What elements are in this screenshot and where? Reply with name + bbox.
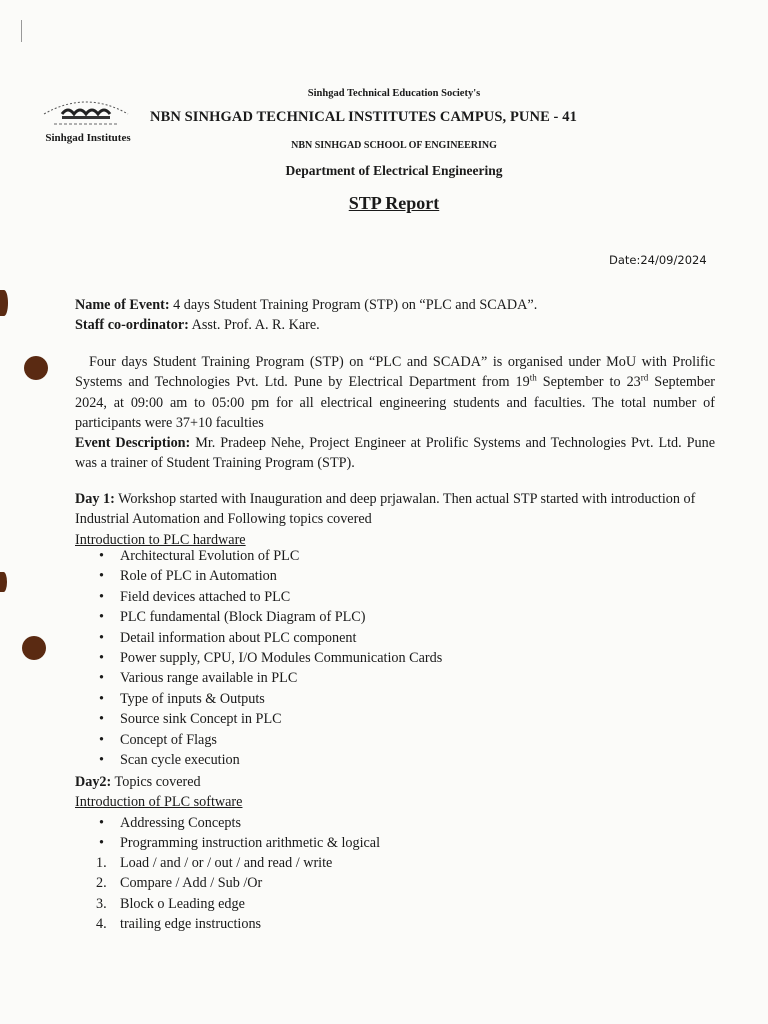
day1-text: Workshop started with Inauguration and deep prjawalan. Then actual STP started with introduction of Industrial Automation and Following topics covered — [75, 491, 696, 528]
logo-caption: Sinhgad Institutes — [45, 132, 131, 144]
item-text: Load / and / or / out / and read / write — [120, 855, 333, 871]
paragraph-text: September to 23 — [536, 374, 641, 391]
list-item: • Concept of Flags — [120, 730, 442, 750]
item-text: trailing edge instructions — [120, 916, 262, 933]
event-description-value: Mr. Pradeep Nehe, Project Engineer at Prolific Systems and Technologies Pvt. Ltd. Pune was a trainer of Student Training Program (STP). — [75, 435, 715, 472]
report-title: STP Report — [348, 193, 440, 213]
punch-hole-mark — [24, 356, 48, 380]
item-text: Block o Leading edge — [120, 895, 245, 912]
society-name: Sinhgad Technical Education Society's — [307, 88, 481, 99]
paragraph-text: Four days Student Training Program (STP) on “PLC and SCADA” is organised under MoU with Prolific Systems and Technologies Pvt. Ltd. Pune by Electrical Department from 19 — [75, 354, 715, 391]
list-item: • Scan cycle execution — [120, 750, 442, 770]
item-text: Compare / Add / Sub /Or — [120, 875, 263, 892]
day1-heading: Introduction to PLC hardware — [75, 531, 246, 548]
event-name-label: Name of Event: — [75, 297, 170, 313]
event-name-value: 4 days Student Training Program (STP) on “PLC and SCADA”. — [173, 297, 538, 313]
day2-heading: Introduction of PLC software — [75, 794, 243, 811]
list-item: • Role of PLC in Automation — [120, 566, 442, 586]
list-item: • PLC fundamental (Block Diagram of PLC) — [120, 607, 442, 627]
item-number: 1. — [96, 855, 107, 871]
school-name: NBN SINHGAD SCHOOL OF ENGINEERING — [291, 140, 497, 151]
list-item: • Architectural Evolution of PLC — [120, 546, 442, 566]
punch-hole-mark — [0, 572, 7, 592]
list-item: • Power supply, CPU, I/O Modules Communication Cards — [120, 648, 442, 668]
list-item: • Programming instruction arithmetic & logical — [120, 833, 380, 853]
event-description-label: Event Description: — [75, 435, 191, 452]
report-date: Date:24/09/2024 — [609, 253, 707, 267]
department-name: Department of Electrical Engineering — [285, 163, 503, 178]
scan-edge-line — [21, 20, 22, 42]
day2-label: Day2: — [75, 774, 112, 790]
campus-name: NBN SINHGAD TECHNICAL INSTITUTES CAMPUS, PUNE - 41 — [150, 109, 577, 125]
day2-bullet-list — [120, 813, 380, 854]
day1-topic-list — [120, 546, 442, 770]
day1-label: Day 1: — [75, 491, 115, 507]
list-item: • Source sink Concept in PLC — [120, 709, 442, 729]
item-number: 3. — [96, 895, 107, 912]
numbered-item — [96, 894, 332, 914]
list-item: • Addressing Concepts — [120, 813, 380, 833]
numbered-item — [96, 853, 333, 873]
list-item: • Field devices attached to PLC — [120, 587, 442, 607]
superscript: rd — [640, 372, 649, 383]
punch-hole-mark — [0, 290, 8, 316]
paragraph-text: September 2024, at 09:00 am to 05:00 pm for all electrical engineering students and faculties. The total number of participants were 37+10 faculties — [75, 374, 715, 431]
day2-numbered-list — [96, 853, 333, 935]
staff-value: Asst. Prof. A. R. Kare. — [191, 317, 320, 334]
list-item: • Various range available in PLC — [120, 668, 442, 688]
staff-label: Staff co-ordinator: — [75, 317, 189, 334]
day2-section — [75, 772, 715, 813]
punch-hole-mark — [22, 636, 46, 660]
event-info — [75, 295, 715, 336]
list-item: • Type of inputs & Outputs — [120, 689, 442, 709]
list-item: • Detail information about PLC component — [120, 628, 442, 648]
day1-section — [75, 489, 715, 550]
event-paragraph — [75, 352, 715, 474]
numbered-item — [96, 873, 332, 893]
day2-text: Topics covered — [111, 774, 201, 790]
superscript: th — [529, 372, 537, 383]
numbered-item — [96, 914, 332, 934]
item-number: 2. — [96, 875, 107, 892]
item-number: 4. — [96, 916, 107, 933]
